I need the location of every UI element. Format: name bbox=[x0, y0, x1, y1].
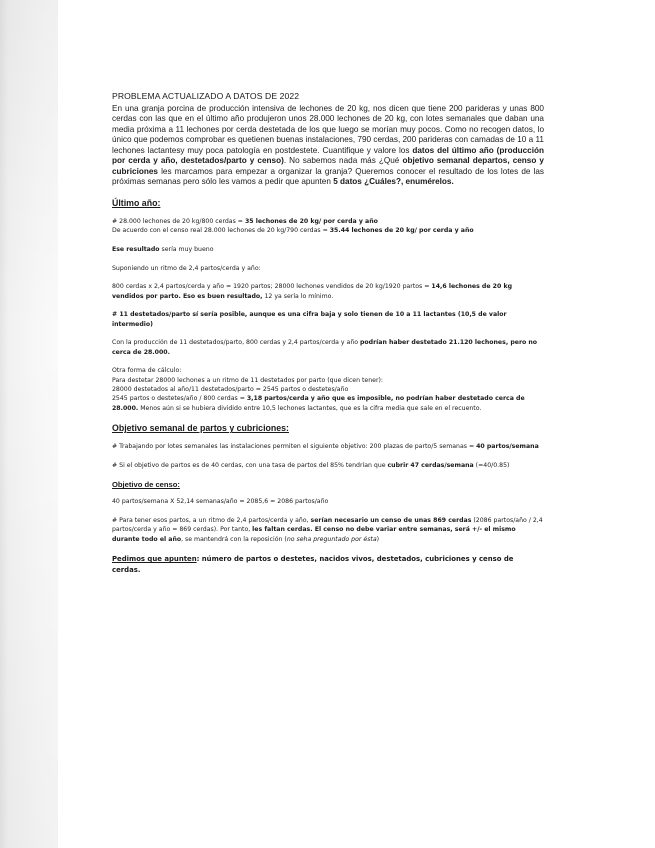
weekly-coverings-result: cubrir 47 cerdas/semana bbox=[387, 461, 474, 469]
census-calc-text-3: , se mantendrá con la reposición ( bbox=[181, 535, 287, 543]
alt-calc-line-1: Para destetar 28000 lechones a un ritmo de 11 destetados por parto (que dicen tener): bbox=[112, 376, 384, 384]
calc-line-2 bbox=[112, 226, 544, 235]
alt-calc-text: 2545 partos o destetes/año / 800 cerdas = bbox=[112, 395, 247, 403]
production-check-result: podrían haber destetado 21.120 lechones, pero no cerca de 28.000. bbox=[112, 339, 538, 356]
births-calc-text: 800 cerdas x 2,4 partos/cerda y año = 1920 partos; 28000 lechones vendidos de 20 kg/1920 partos = bbox=[112, 283, 432, 291]
alt-calc-line-2: 28000 destetados al año/11 destetados/parto = 2545 partos o destetes/año bbox=[112, 385, 349, 393]
assessment-line bbox=[112, 245, 544, 254]
alt-calc-heading: Otra forma de cálculo: bbox=[112, 367, 182, 375]
births-calc bbox=[112, 282, 544, 301]
weekly-births-objective bbox=[112, 442, 544, 451]
weaned-per-birth bbox=[112, 310, 544, 329]
section-title-objetivo-censo: Objetivo de censo: bbox=[112, 480, 180, 490]
document-header: PROBLEMA ACTUALIZADO A DATOS DE 2022 bbox=[112, 91, 300, 101]
weaned-per-birth-bold: # 11 destetados/parto sí sería posible, aunque es una cifra baja y solo tienen de 10 a 11 lactantes (10,5 de valor intermedio) bbox=[112, 311, 507, 328]
closing-label: Pedimos que apunten bbox=[112, 555, 197, 564]
alt-calc-line-3 bbox=[112, 394, 544, 413]
section-title-objetivo-semanal: Objetivo semanal de partos y cubriciones: bbox=[112, 423, 289, 434]
alt-calc-result: 3,18 partos/cerda y año que es imposible, no podrían haber destetado cerca de 28.000. bbox=[112, 395, 525, 412]
annual-births-calc: 40 partos/semana X 52,14 semanas/año = 2085,6 = 2086 partos/año bbox=[112, 498, 329, 506]
intro-text-2: . No sabemos nada más ¿Qué bbox=[283, 156, 403, 166]
census-calc-close: ) bbox=[376, 535, 380, 543]
alt-calc-note: Menos aún si se hubiera dividido entre 10,5 lechones lactantes, que es la cifra media que sale en el recuento. bbox=[138, 404, 482, 412]
census-calc-italic: no seha preguntado por ésta bbox=[286, 535, 377, 543]
census-calc-bold-2: les faltan cerdas. El censo no debe variar entre semanas, será +/- el mismo durante todo el año bbox=[112, 526, 516, 543]
census-calc bbox=[112, 516, 544, 544]
weekly-coverings-objective bbox=[112, 461, 544, 470]
weekly-births-text: # Trabajando por lotes semanales las instalaciones permiten el siguiente objetivo: 200 plazas de parto/5 semanas = bbox=[112, 443, 477, 451]
census-calc-bold-1: serían necesario un censo de unas 869 cerdas bbox=[310, 516, 472, 524]
calc-line-1-text: # 28.000 lechones de 20 kg/800 cerdas = bbox=[112, 217, 245, 225]
closing-text: : número de partos o destetes, nacidos vivos, destetados, cubriciones y censo de cerdas. bbox=[112, 555, 514, 574]
calc-line-1 bbox=[112, 217, 544, 226]
intro-text-1: En una granja porcina de producción intensiva de lechones de 20 kg, nos dicen que tiene 200 parideras y unas 800 cerdas con las que en el último año produjeron unos 28.000 lechones de 20 kg, con lotes semanales que daban una media próxima a 11 lechones por cerda destetada de los que luego se morían muy pocos. Como no recogen datos, lo único que podemos comprobar es quetienen buenas instalaciones, 790 cerdas, 200 parideras con camadas de 10 a 11 lechones lactantesy muy poca patología en postdestete. Cuantifique y valore los bbox=[112, 103, 544, 155]
assessment-bold: Ese resultado bbox=[112, 245, 160, 253]
intro-bold-1: datos del último año (producción por cerda y año, destetados/parto y censo) bbox=[112, 145, 544, 166]
closing-request bbox=[112, 554, 544, 575]
births-calc-result: 14,6 lechones de 20 kg vendidos por parto. Eso es buen resultado, bbox=[112, 283, 512, 300]
census-calc-text-2: (2086 partos/año / 2,4 partos/cerda y año = 869 cerdas). Por tanto, bbox=[112, 516, 543, 534]
problem-statement bbox=[112, 104, 544, 188]
production-check-text: Con la producción de 11 destetados/parto, 800 cerdas y 2,4 partos/cerda y año bbox=[112, 339, 360, 347]
production-check bbox=[112, 338, 544, 357]
intro-text-3: les marcamos para empezar a organizar la granja? Queremos conocer el resultado de los lotes de las próximas semanas pero sólo les vamos a pedir que apunten bbox=[112, 166, 544, 187]
intro-bold-3: 5 datos ¿Cuáles?, enumérelos. bbox=[333, 177, 454, 187]
weekly-coverings-text: # Si el objetivo de partos es de 40 cerdas, con una tasa de partos del 85% tendrían que bbox=[112, 461, 388, 469]
weekly-coverings-formula: (=40/0.85) bbox=[473, 461, 510, 469]
calc-line-2-result: 35.44 lechones de 20 kg/ por cerda y año bbox=[329, 227, 474, 235]
births-calc-note: 12 ya sería lo mínimo. bbox=[262, 292, 334, 300]
census-calc-text-1: # Para tener esos partos, a un ritmo de 2,4 partos/cerda y año, bbox=[112, 516, 311, 524]
assessment-text: sería muy bueno bbox=[159, 245, 214, 253]
calc-line-1-result: 35 lechones de 20 kg/ por cerda y año bbox=[244, 217, 378, 225]
calc-line-2-text: De acuerdo con el censo real 28.000 lechones de 20 kg/790 cerdas = bbox=[112, 227, 330, 235]
intro-bold-2: objetivo semanal departos, censo y cubriciones bbox=[112, 156, 544, 176]
weekly-births-result: 40 partos/semana bbox=[476, 443, 539, 451]
rhythm-assumption: Suponiendo un ritmo de 2,4 partos/cerda y año: bbox=[112, 264, 261, 272]
document-body bbox=[112, 91, 544, 575]
section-title-ultimo-ano: Último año: bbox=[112, 197, 161, 208]
